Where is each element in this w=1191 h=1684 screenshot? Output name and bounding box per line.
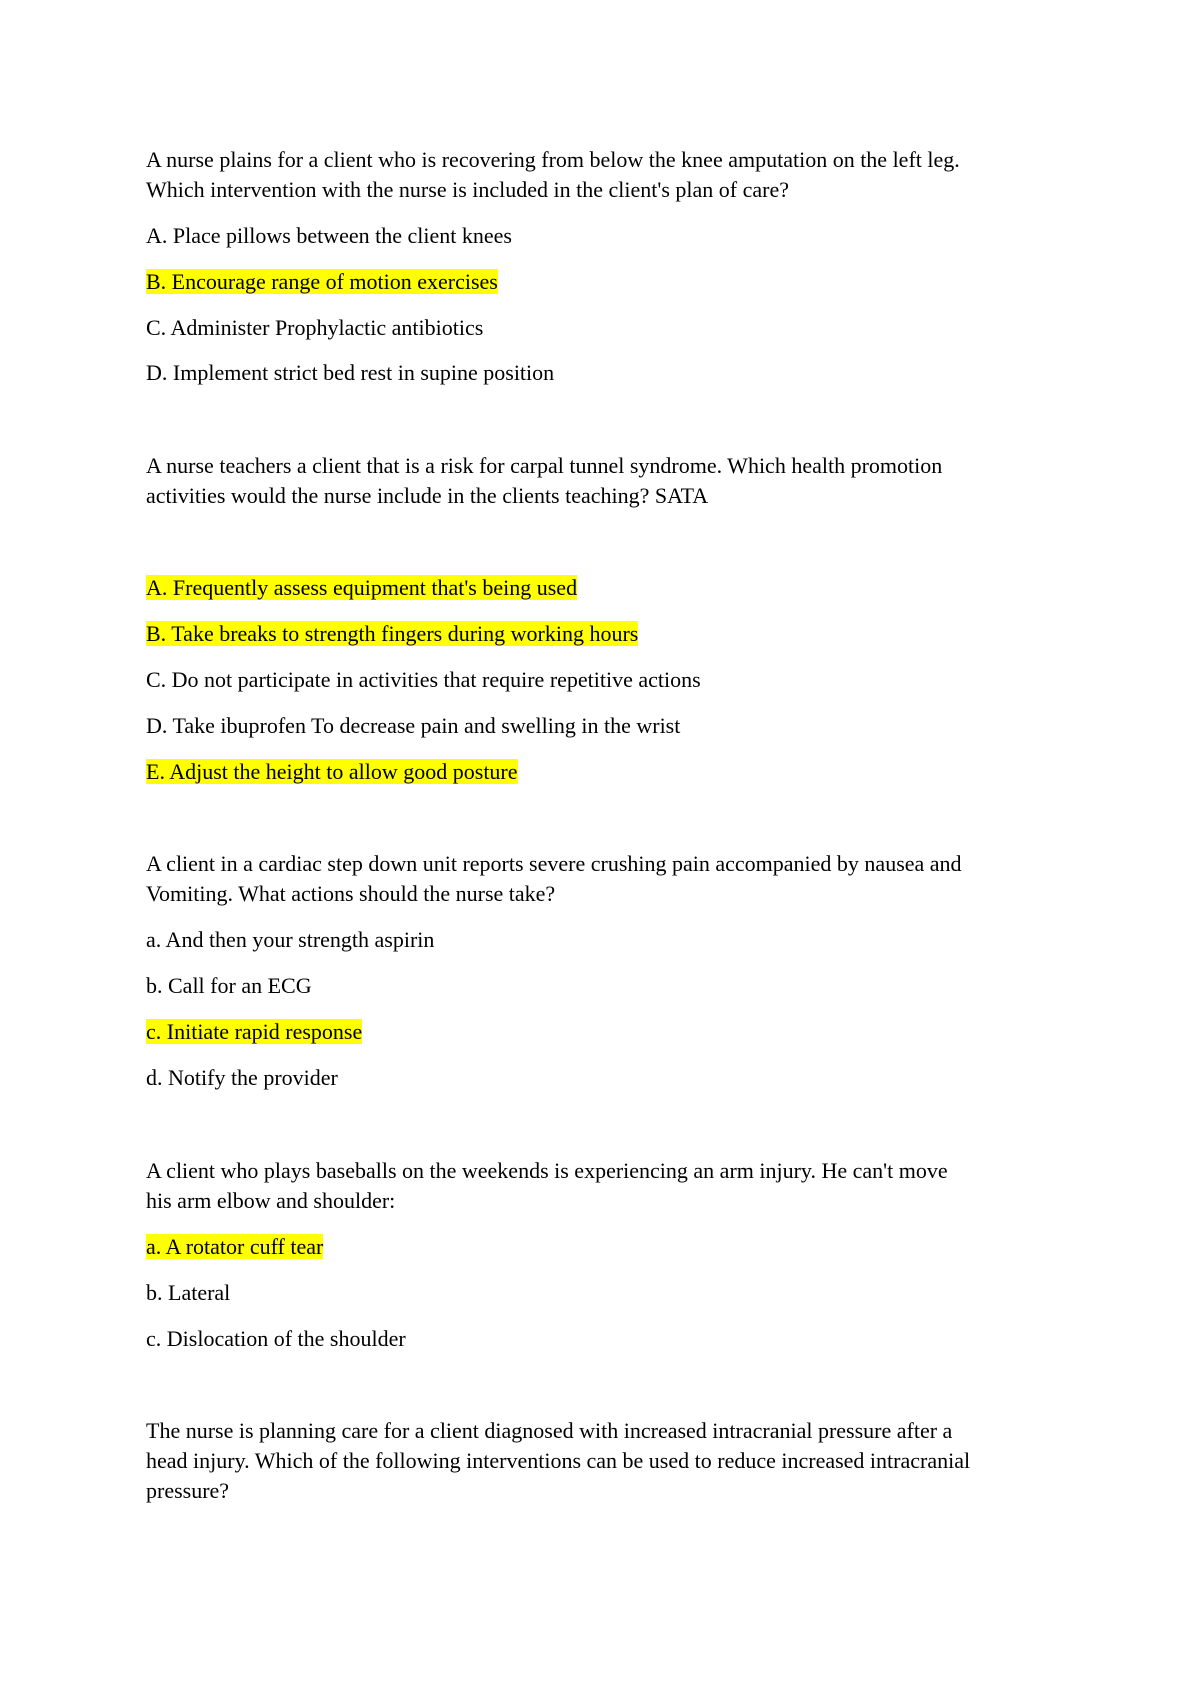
question-1-stem-line-2: Which intervention with the nurse is included in the client's plan of care? — [146, 177, 789, 202]
highlighted-answer: B. Encourage range of motion exercises — [146, 269, 498, 294]
question-4-stem-line-1: A client who plays baseballs on the weekends is experiencing an arm injury. He can't move — [146, 1158, 948, 1183]
option-text: d. Notify the provider — [146, 1065, 338, 1090]
highlighted-answer: c. Initiate rapid response — [146, 1019, 363, 1044]
question-1-option-b — [146, 267, 498, 297]
highlighted-answer: E. Adjust the height to allow good posture — [146, 759, 518, 784]
option-text: C. Do not participate in activities that require repetitive actions — [146, 667, 701, 692]
question-1-option-d — [146, 358, 554, 388]
question-3-option-a — [146, 925, 434, 955]
question-4-option-c — [146, 1324, 406, 1354]
question-1-option-a — [146, 221, 512, 251]
question-4-stem-line-2: his arm elbow and shoulder: — [146, 1188, 396, 1213]
question-2-option-e — [146, 757, 518, 787]
question-4-option-b — [146, 1278, 230, 1308]
question-2-option-d — [146, 711, 680, 741]
question-5-stem-line-3: pressure? — [146, 1478, 230, 1503]
question-3-option-d — [146, 1063, 338, 1093]
option-text: A. Place pillows between the client knees — [146, 223, 512, 248]
option-text: D. Implement strict bed rest in supine position — [146, 360, 555, 385]
question-3-option-c — [146, 1017, 362, 1047]
question-2-option-b — [146, 619, 638, 649]
option-text: b. Lateral — [146, 1280, 231, 1305]
question-2-stem-line-1: A nurse teachers a client that is a risk for carpal tunnel syndrome. Which health promotion — [146, 453, 943, 478]
question-3-option-b — [146, 971, 312, 1001]
question-5-stem-line-2: head injury. Which of the following interventions can be used to reduce increased intracranial — [146, 1448, 971, 1473]
option-text: D. Take ibuprofen To decrease pain and swelling in the wrist — [146, 713, 681, 738]
question-2-option-c — [146, 665, 701, 695]
option-text: a. And then your strength aspirin — [146, 927, 435, 952]
highlighted-answer: a. A rotator cuff tear — [146, 1234, 324, 1259]
option-text: b. Call for an ECG — [146, 973, 312, 998]
question-2-option-a — [146, 573, 577, 603]
question-3-stem-line-2: Vomiting. What actions should the nurse take? — [146, 881, 556, 906]
option-text: c. Dislocation of the shoulder — [146, 1326, 406, 1351]
highlighted-answer: B. Take breaks to strength fingers during working hours — [146, 621, 639, 646]
highlighted-answer: A. Frequently assess equipment that's being used — [146, 575, 578, 600]
question-1-option-c — [146, 313, 483, 343]
option-text: C. Administer Prophylactic antibiotics — [146, 315, 484, 340]
question-5-stem-line-1: The nurse is planning care for a client diagnosed with increased intracranial pressure after a — [146, 1418, 953, 1443]
question-3-stem-line-1: A client in a cardiac step down unit reports severe crushing pain accompanied by nausea and — [146, 851, 962, 876]
question-2-stem-line-2: activities would the nurse include in the clients teaching? SATA — [146, 483, 709, 508]
question-1-stem-line-1: A nurse plains for a client who is recovering from below the knee amputation on the left leg. — [146, 147, 960, 172]
question-4-option-a — [146, 1232, 323, 1262]
